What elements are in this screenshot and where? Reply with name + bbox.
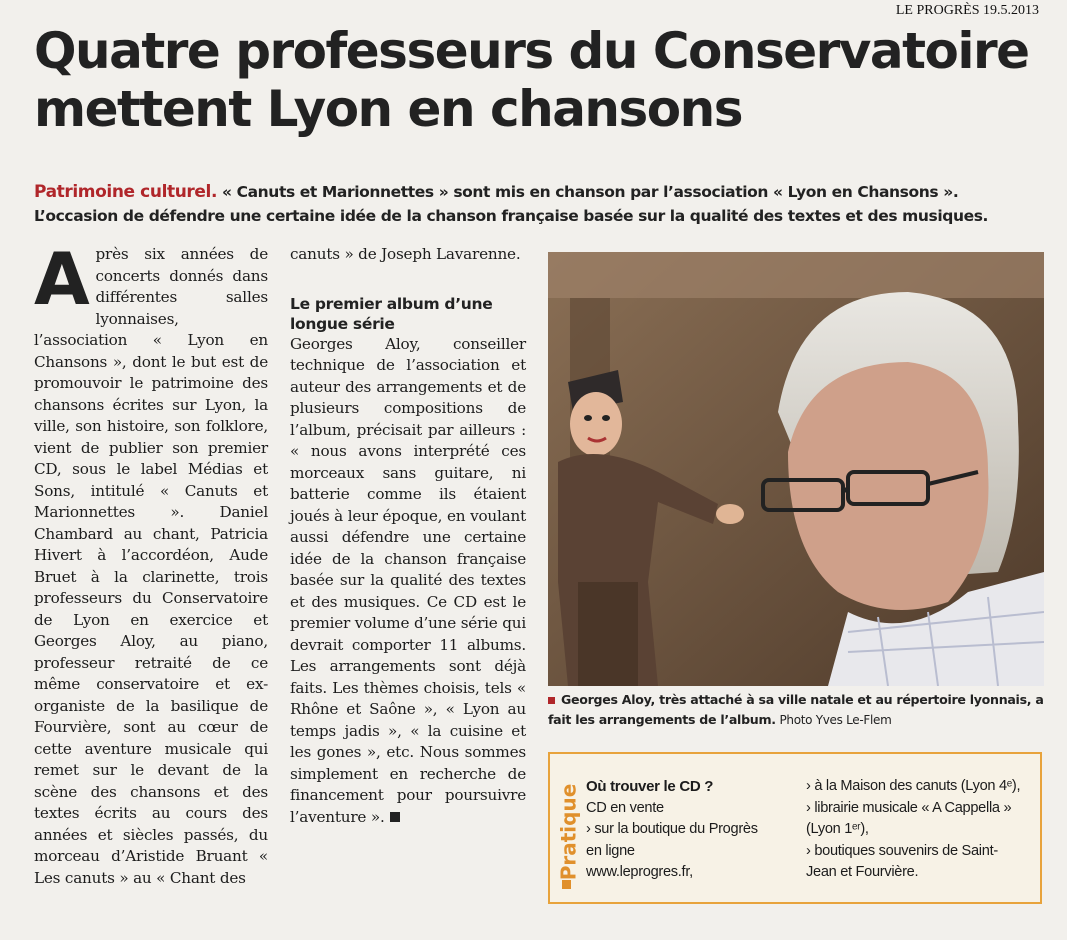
caption-text: Georges Aloy, très attaché à sa ville natale et au répertoire lyonnais, a fait les arrangements de l’album.: [548, 692, 1044, 727]
pratique-square-icon: [562, 880, 571, 889]
article-photo: [548, 252, 1044, 686]
article-text-col2-intro: canuts » de Joseph Lavarenne.: [290, 245, 521, 263]
pratique-label: [554, 772, 582, 892]
article-column-1: [34, 237, 268, 889]
source-date-stamp: LE PROGRÈS 19.5.2013: [895, 3, 1039, 18]
pratique-right-line: › à la Maison des canuts (Lyon 4ᵉ),: [806, 778, 1021, 794]
article-text-col2-body: [290, 334, 526, 829]
rubric-label: Patrimoine culturel.: [34, 182, 218, 202]
pratique-right-line: › boutiques souvenirs de Saint-: [806, 842, 998, 859]
pratique-left-line: www.leprogres.fr,: [586, 864, 693, 880]
caption-bullet-icon: [548, 697, 555, 704]
pratique-right-column: [806, 776, 1038, 884]
drop-cap: A: [34, 237, 90, 321]
end-mark-icon: [390, 812, 400, 822]
pratique-title: Où trouver le CD ?: [586, 778, 714, 795]
standfirst-text: « Canuts et Marionnettes » sont mis en chanson par l’association « Lyon en Chansons ». L’occasion de défendre une certaine idée de la chanson française basée sur la qualité des textes et des musiques.: [34, 183, 989, 225]
pratique-left-line: en ligne: [586, 842, 635, 859]
photo-caption: [548, 690, 1048, 730]
article-text-col2: Georges Aloy, conseiller technique de l’association et auteur des arrangements et de plusieurs compositions de l’album, précisait par ailleurs : « nous avons interprété ces morceaux sans guitare, ni batterie comme ils étaient joués à leur époque, en voulant aussi défendre une certaine idée de la chanson française basée sur la qualité des textes et des musiques. Ce CD est le premier volume d’une série qui devrait comporter 11 albums. Les arrangements sont déjà faits. Les thèmes choisis, tels « Rhône et Saône », « Lyon au temps jadis », « la cuisine et les gones », etc. Nous sommes simplement en recherche de financement pour poursuivre l’aventure ».: [290, 334, 526, 826]
pratique-label-text: Pratique: [556, 783, 580, 881]
article-text-col1: près six années de concerts donnés dans différentes salles lyonnaises, l’association « Lyon en Chansons », dont le but est de promouvoir le patrimoine des chansons écrites sur Lyon, la ville, son histoire, son folklore, vient de publier son premier CD, sous le label Médias et Sons, intitulé « Canuts et Marionnettes ». Daniel Chambard au chant, Patricia Hivert à l’accordéon, Aude Bruet à la clarinette, trois professeurs du Conservatoire de Lyon en exercice et Georges Aloy, au piano, professeur retraité de ce même conservatoire et ex-organiste de la basilique de Fourvière, sont au cœur de cette aventure musicale qui remet sur le devant de la scène des chansons et des textes écrits au cours des années et siècles passés, du morceau d’Aristide Bruant « Les canuts » au « Chant des: [34, 245, 268, 887]
headline: [34, 22, 1034, 138]
pratique-left-column: [586, 776, 796, 884]
headline-line-1: Quatre professeurs du Conservatoire: [34, 22, 1029, 80]
subheading: Le premier album d’une longue série: [290, 294, 493, 333]
standfirst: [34, 180, 1034, 228]
pratique-right-line: Jean et Fourvière.: [806, 864, 919, 880]
pratique-left-line: › sur la boutique du Progrès: [586, 821, 758, 837]
pratique-right-line: › librairie musicale « A Cappella »: [806, 799, 1012, 816]
article-column-2: [290, 244, 526, 828]
photo-credit: Photo Yves Le-Flem: [779, 713, 892, 727]
photo-illustration: [548, 252, 1044, 686]
headline-line-2: mettent Lyon en chansons: [34, 80, 742, 138]
pratique-right-line: (Lyon 1ᵉʳ),: [806, 821, 869, 837]
pratique-left-line: CD en vente: [586, 799, 664, 816]
pratique-box: [548, 752, 1042, 904]
